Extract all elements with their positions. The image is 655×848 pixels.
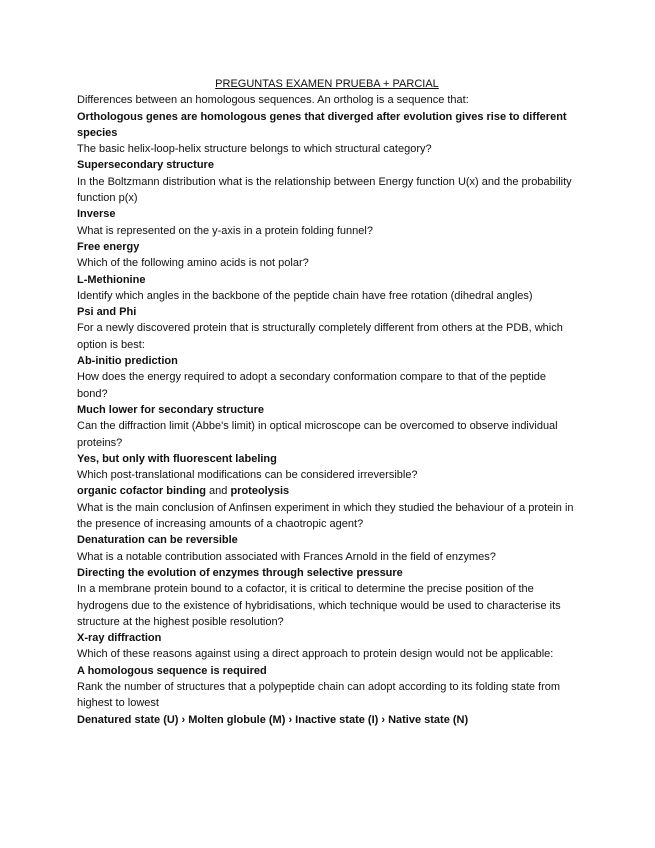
question-8: How does the energy required to adopt a secondary conformation compare to that of the peptide bond? <box>77 371 547 400</box>
question-15: Rank the number of structures that a polypeptide chain can adopt according to its folding state from highest to lowest <box>77 680 561 710</box>
answer-10-part-1: organic cofactor binding <box>77 485 206 498</box>
question-1: Differences between an homologous sequences. An ortholog is a sequence that: <box>77 94 469 107</box>
answer-13: X-ray diffraction <box>77 632 162 645</box>
question-3: In the Boltzmann distribution what is the relationship between Energy function U(x) and the probability function p(x) <box>77 175 572 205</box>
answer-4: Free energy <box>77 240 140 253</box>
question-13: In a membrane protein bound to a cofactor, it is critical to determine the precise position of the hydrogens due to the existence of hybridisations, which technique would be used to characterise its structure at the highest posible resolution? <box>77 583 561 628</box>
answer-10-connector: and <box>209 485 228 498</box>
document-title: PREGUNTAS EXAMEN PRUEBA + PARCIAL <box>215 78 439 90</box>
answer-11: Denaturation can be reversible <box>77 534 238 547</box>
answer-2: Supersecondary structure <box>77 159 214 172</box>
answer-10-part-2: proteolysis <box>230 485 290 498</box>
question-12: What is a notable contribution associated with Frances Arnold in the field of enzymes? <box>77 550 496 563</box>
answer-1: Orthologous genes are homologous genes that diverged after evolution gives rise to different species <box>77 110 567 139</box>
question-5: Which of the following amino acids is not polar? <box>77 257 309 270</box>
answer-14: A homologous sequence is required <box>77 664 267 677</box>
answer-7: Ab-initio prediction <box>77 355 178 368</box>
answer-12: Directing the evolution of enzymes through selective pressure <box>77 566 403 579</box>
answer-5: L-Methionine <box>77 273 146 286</box>
question-9: Can the diffraction limit (Abbe's limit) in optical microscope can be overcomed to observe individual proteins? <box>77 420 558 449</box>
question-7: For a newly discovered protein that is structurally completely different from others at the PDB, which option is best: <box>77 322 563 351</box>
question-14: Which of these reasons against using a direct approach to protein design would not be applicable: <box>77 648 554 661</box>
answer-8: Much lower for secondary structure <box>77 403 265 416</box>
answer-9: Yes, but only with fluorescent labeling <box>77 452 277 465</box>
question-6: Identify which angles in the backbone of the peptide chain have free rotation (dihedral angles) <box>77 289 533 302</box>
answer-10 <box>77 483 577 499</box>
answer-3: Inverse <box>77 208 116 221</box>
answer-15: Denatured state (U) › Molten globule (M) › Inactive state (I) › Native state (N) <box>77 713 469 726</box>
question-11: What is the main conclusion of Anfinsen experiment in which they studied the behaviour of a protein in the presence of increasing amounts of a chaotropic agent? <box>77 501 574 531</box>
question-4: What is represented on the y-axis in a protein folding funnel? <box>77 224 373 237</box>
question-10: Which post-translational modifications can be considered irreversible? <box>77 469 418 482</box>
document-page <box>77 76 577 728</box>
question-2: The basic helix-loop-helix structure belongs to which structural category? <box>77 143 432 156</box>
answer-6: Psi and Phi <box>77 306 137 319</box>
